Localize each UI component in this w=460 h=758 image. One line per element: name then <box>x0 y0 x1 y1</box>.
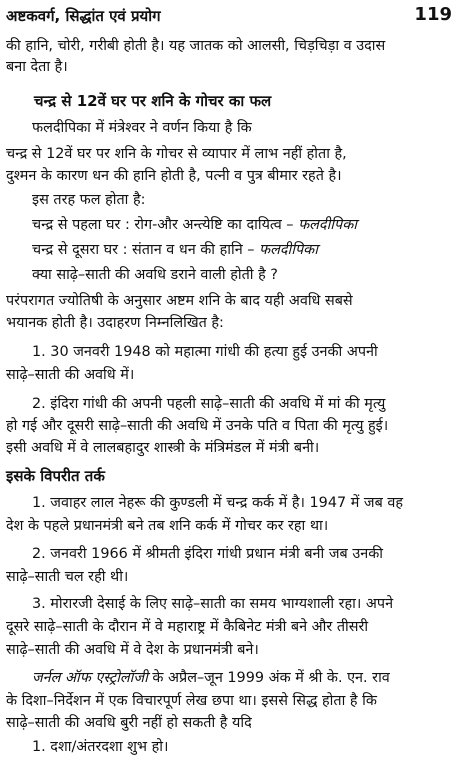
paragraph-line: फलदीपिका में मंत्रेश्वर ने वर्णन किया है कि <box>32 120 252 136</box>
section-heading: चन्द्र से 12वें घर पर शनि के गोचर का फल <box>34 92 272 110</box>
paragraph-line: 2. इंदिरा गांधी की अपनी पहली साढ़े–साती की अवधि में मां की मृत्यु <box>32 396 386 412</box>
paragraph-line: दुश्मन के कारण धन की हानि होती है, पत्नी व पुत्र बीमार रहते है। <box>6 168 342 184</box>
page-number: 119 <box>414 4 452 25</box>
paragraph-line: इसी अवधि में वे लालबहादुर शास्त्री के मंत्रिमंडल में मंत्री बनी। <box>6 440 320 456</box>
paragraph-line: साढ़े–साती की अवधि बुरी नहीं हो सकती है यदि <box>6 715 252 731</box>
paragraph-line: के दिशा–निर्देशन में एक विचारपूर्ण लेख छपा था। इससे सिद्ध होता है कि <box>6 693 377 709</box>
list-item: 1. दशा/अंतरदशा शुभ हो। <box>32 739 169 755</box>
paragraph-line: भयानक होती है। उदाहरण निम्नलिखित है: <box>6 315 224 331</box>
list-item-text: चन्द्र से दूसरा घर : संतान व धन की हानि – <box>32 242 255 258</box>
citation-text: फलदीपिका <box>298 217 357 233</box>
running-title: अष्टकवर्ग, सिद्धांत एवं प्रयोग <box>6 7 161 25</box>
paragraph-line: की हानि, चोरी, गरीबी होती है। यह जातक को आलसी, चिड़चिड़ा व उदास <box>6 38 386 54</box>
paragraph-line: इस तरह फल होता है: <box>32 192 146 208</box>
paragraph-line: बना देता है। <box>6 59 68 75</box>
paragraph-line: 2. जनवरी 1966 में श्रीमती इंदिरा गांधी प्रधान मंत्री बनी जब उनकी <box>32 546 383 562</box>
paragraph-line: 1. जवाहर लाल नेहरू की कुण्डली में चन्द्र कर्क में है। 1947 में जब वह <box>32 495 404 511</box>
paragraph-text: के अप्रैल–जून 1999 अंक में श्री के. एन. राव <box>147 670 390 686</box>
list-item <box>32 240 456 260</box>
question-line: क्या साढ़े–साती की अवधि डराने वाली होती है ? <box>32 267 278 283</box>
journal-title: जर्नल ऑफ एस्ट्रोलॉजी <box>32 670 148 686</box>
paragraph-line: साढ़े–साती चल रही थी। <box>6 569 129 585</box>
page-header <box>6 4 452 30</box>
paragraph-line: साढ़े–साती की अवधि में। <box>6 367 135 383</box>
paragraph-line: साढ़े–साती की अवधि में वे देश के प्रधानमंत्री बने। <box>6 642 259 658</box>
paragraph-line: 1. 30 जनवरी 1948 को महात्मा गांधी की हत्या हुई उनकी अपनी <box>32 344 378 360</box>
paragraph-line: देश के पहले प्रधानमंत्री बने तब शनि कर्क में गोचर कर रहा था। <box>6 518 329 534</box>
paragraph-line: 3. मोरारजी देसाई के लिए साढ़े–साती का समय भाग्यशाली रहा। अपने <box>32 596 394 612</box>
citation-text: फलदीपिका <box>259 242 318 258</box>
paragraph-line: हो गई और दूसरी साढ़े–साती की अवधि में उनके पति व पिता की मृत्यु हुई। <box>6 418 389 434</box>
paragraph-line <box>32 668 456 688</box>
paragraph-line: दूसरे साढ़े–साती के दौरान में वे महाराष्ट्र में कैबिनेट मंत्री बने और तीसरी <box>6 619 369 635</box>
section-heading: इसके विपरीत तर्क <box>6 467 105 485</box>
list-item <box>32 215 456 235</box>
list-item-text: चन्द्र से पहला घर : रोग-और अन्त्येष्टि का दायित्व – <box>32 217 294 233</box>
paragraph-line: चन्द्र से 12वें घर पर शनि के गोचर से व्यापार में लाभ नहीं होता है, <box>6 146 347 162</box>
paragraph-line: परंपरागत ज्योतिषी के अनुसार अष्टम शनि के बाद यही अवधि सबसे <box>6 293 353 309</box>
